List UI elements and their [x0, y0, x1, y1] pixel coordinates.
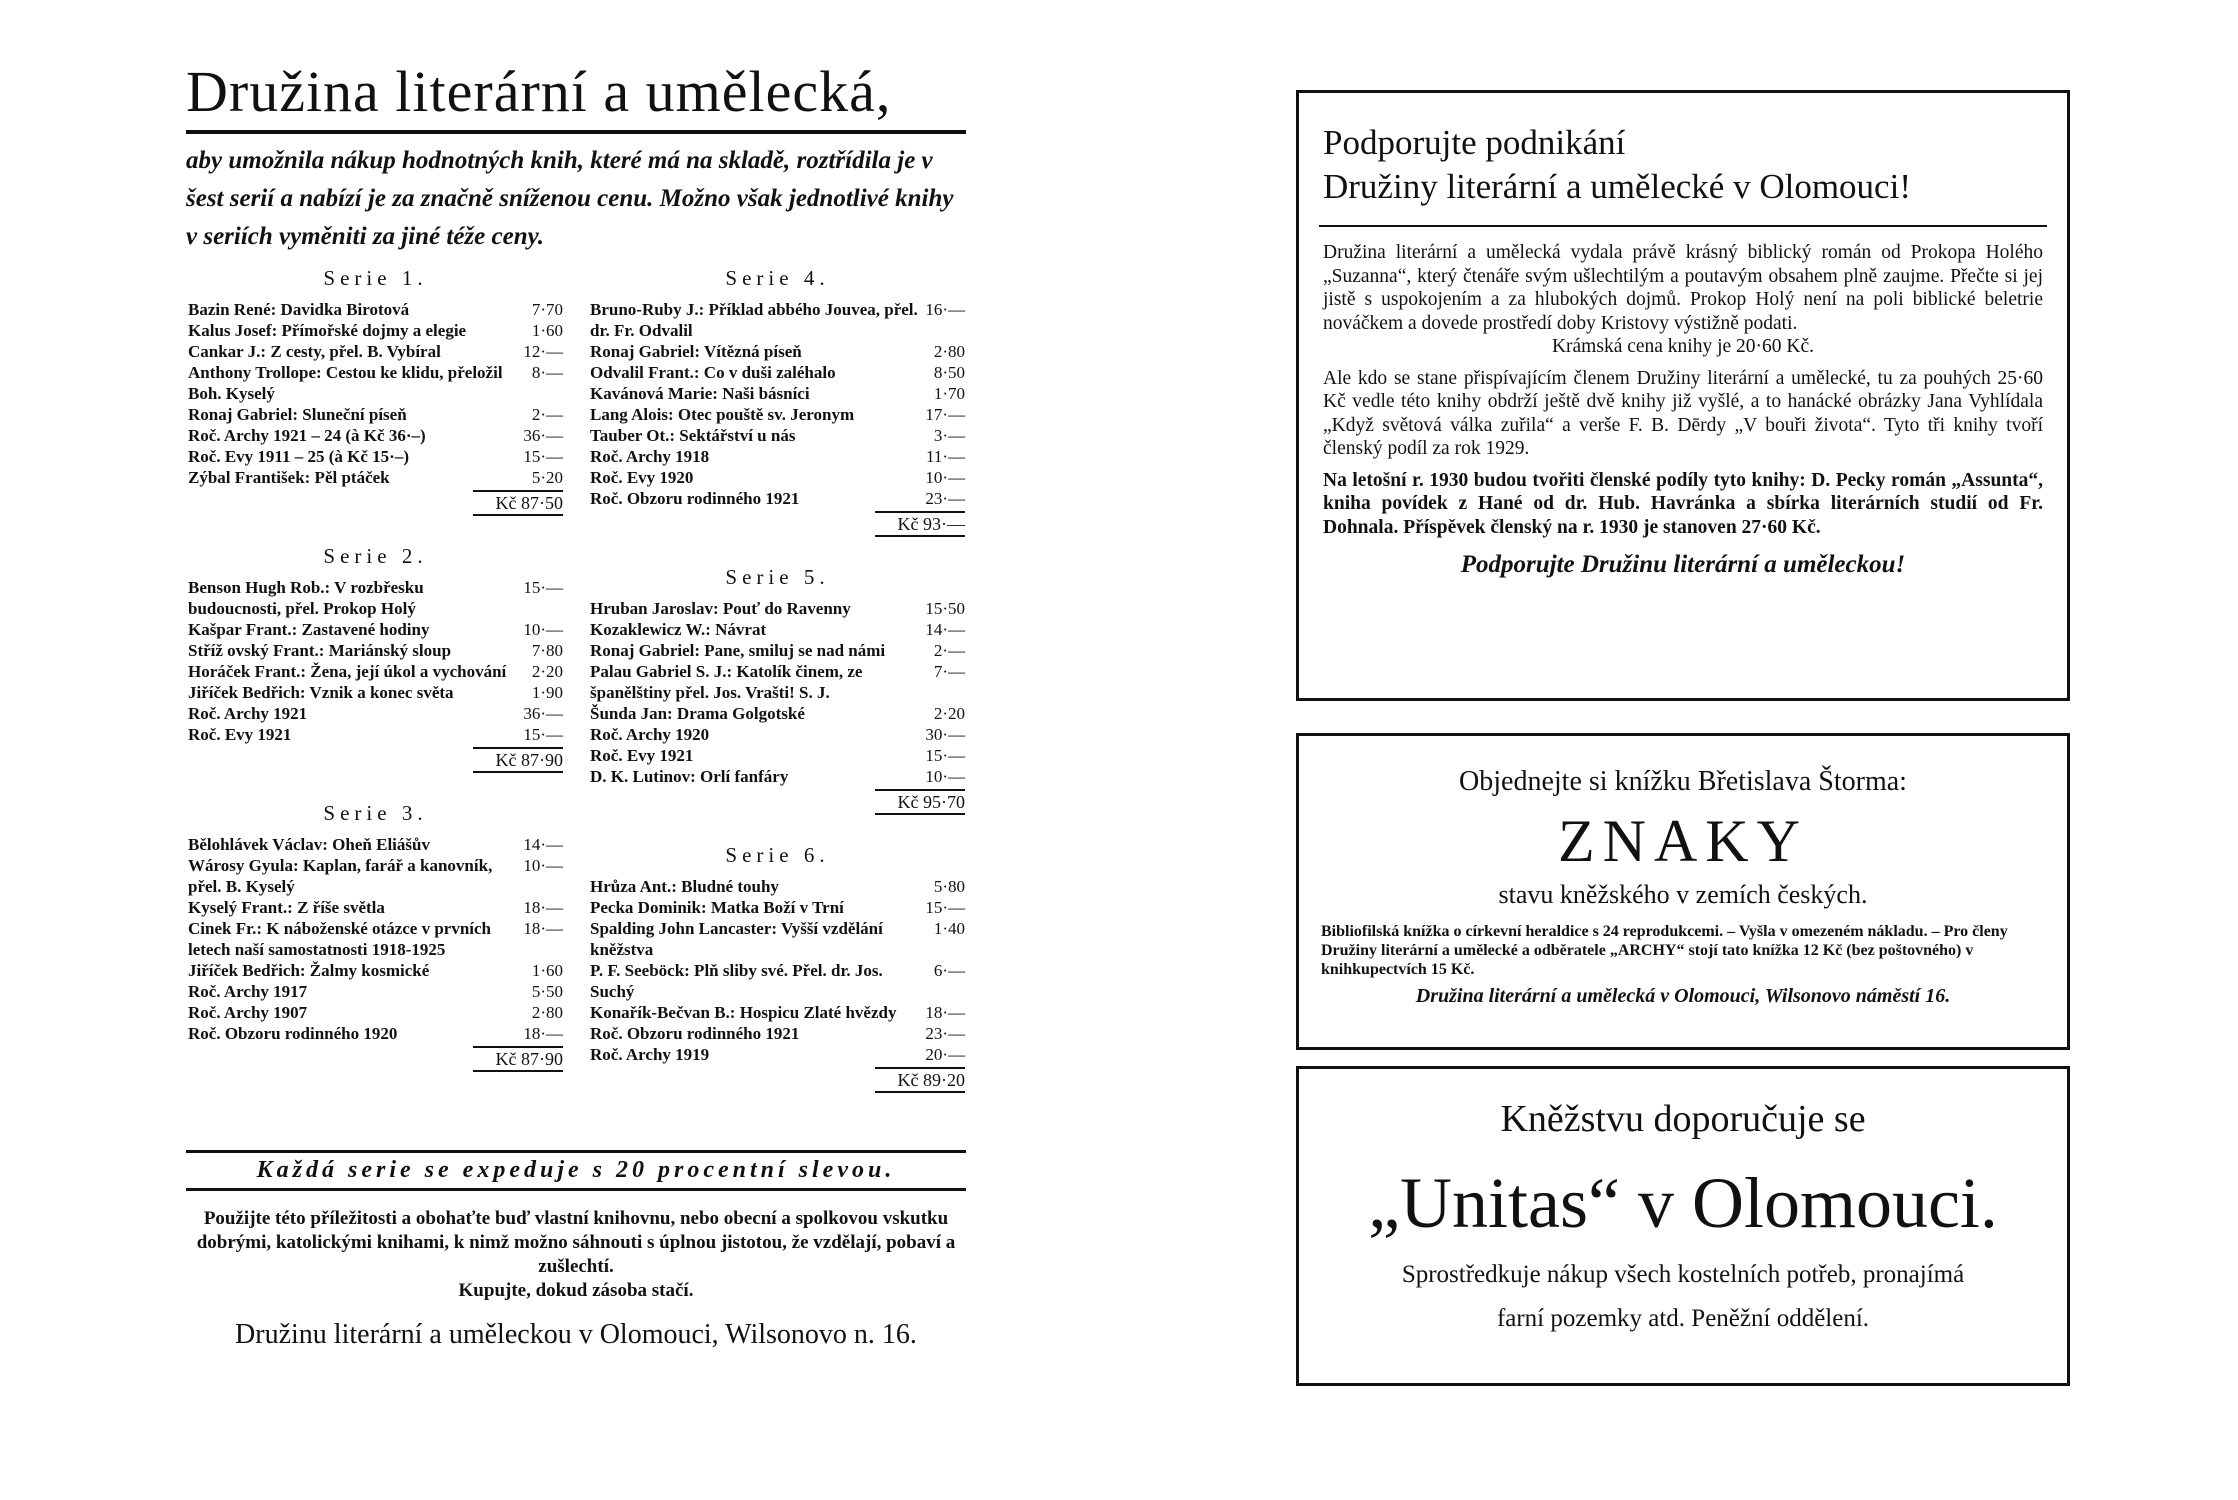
book-row	[590, 425, 965, 446]
book-price: 5·80	[933, 877, 965, 896]
book-title: Kyselý Frant.: Z říše světla	[188, 898, 385, 917]
book-price: 15·—	[523, 578, 563, 597]
book-title: Odvalil Frant.: Co v duši zaléhalo	[590, 363, 836, 382]
book-title: Hruban Jaroslav: Pouť do Ravenny	[590, 599, 851, 618]
book-title: Roč. Archy 1918	[590, 447, 710, 466]
unitas-body	[1299, 1253, 2067, 1341]
book-price: 2·80	[531, 1003, 563, 1022]
book-title: Šunda Jan: Drama Golgotské	[590, 704, 805, 723]
book-title: Stříž ovský Frant.: Mariánský sloup	[188, 641, 452, 660]
book-title: Roč. Evy 1920	[590, 468, 694, 487]
book-price: 15·—	[523, 725, 563, 744]
book-price: 1·40	[933, 919, 965, 938]
left-footer: Družinu literární a uměleckou v Olomouci, Wilsonovo n. 16.	[235, 1319, 917, 1350]
book-row	[590, 341, 965, 362]
series-column-left	[188, 264, 563, 1072]
book-price: 7·—	[933, 662, 965, 681]
book-price: 36·—	[523, 426, 563, 445]
book-price: 15·—	[925, 746, 965, 765]
series-total: Kč 87·90	[473, 1046, 563, 1072]
book-title: Roč. Obzoru rodinného 1921	[590, 1024, 800, 1043]
book-title: Kozaklewicz W.: Návrat	[590, 620, 767, 639]
book-price: 15·50	[925, 599, 965, 618]
support-call: Podporujte Družinu literární a uměleckou!	[1460, 551, 1906, 578]
unitas-line1: Sprostředkuje nákup všech kostelních potřeb, pronajímá	[1401, 1261, 1965, 1288]
book-title: Roč. Archy 1917	[188, 982, 308, 1001]
book-price: 14·—	[523, 835, 563, 854]
series-heading: Serie 1.	[323, 266, 428, 290]
book-row	[590, 598, 965, 619]
book-title: Palau Gabriel S. J.: Katolík činem, ze španělštiny přel. Jos. Vrašti! S. J.	[590, 662, 863, 702]
support-heading-line2: Družiny literární a umělecké v Olomouci!	[1323, 167, 1911, 206]
book-price: 2·20	[531, 662, 563, 681]
book-row	[590, 724, 965, 745]
book-price: 14·—	[925, 620, 965, 639]
series-heading: Serie 5.	[725, 565, 830, 589]
series-heading: Serie 6.	[725, 843, 830, 867]
book-row	[590, 362, 965, 383]
book-price: 15·—	[925, 898, 965, 917]
book-title: Bruno-Ruby J.: Příklad abbého Jouvea, přel. dr. Fr. Odvalil	[590, 300, 918, 340]
book-price: 1·90	[531, 683, 563, 702]
book-price: 2·80	[933, 342, 965, 361]
znaky-title: ZNAKY	[1558, 808, 1808, 874]
support-para3: Na letošní r. 1930 budou tvořiti členské podíly tyto knihy: D. Pecky román „Assunta“, kniha povídek z Hané od dr. Hub. Havránka a sbírka literárních studií od Fr. Dohnala. Příspěvek členský na r. 1930 je stanoven 27·60 Kč.	[1323, 469, 2043, 538]
book-title: Benson Hugh Rob.: V rozbřesku budoucnosti, přel. Prokop Holý	[188, 578, 424, 618]
book-row	[590, 1044, 965, 1065]
book-title: Anthony Trollope: Cestou ke klidu, přeložil Boh. Kyselý	[188, 363, 503, 403]
book-price: 8·50	[933, 363, 965, 382]
left-title: Družina literární a umělecká,	[186, 60, 966, 134]
book-title: Roč. Archy 1921 – 24 (à Kč 36·–)	[188, 426, 426, 445]
book-title: Tauber Ot.: Sektářství u nás	[590, 426, 796, 445]
book-price: 8·—	[531, 363, 563, 382]
book-title: Roč. Archy 1921	[188, 704, 308, 723]
book-price: 30·—	[925, 725, 965, 744]
book-row	[590, 960, 965, 1002]
left-paragraph: Použijte této příležitosti a obohaťte buď vlastní knihovnu, nebo obecní a spolkovou vskutku dobrými, katolickými knihami, k nimž možno sáhnouti s úplnou jistotou, že vzdělají, pobaví a zušlechtí.	[196, 1208, 956, 1277]
book-title: Roč. Archy 1907	[188, 1003, 308, 1022]
book-title: Roč. Archy 1920	[590, 725, 710, 744]
book-row	[188, 682, 563, 703]
znaky-fine-print: Bibliofilská knížka o církevní heraldice s 24 reprodukcemi. – Vyšla v omezeném nákladu. – Pro členy Družiny literární a umělecké a odběratele „ARCHY“ stojí tato knížka 12 Kč (bez poštovného) v knihkupectvích 15 Kč.	[1321, 923, 2008, 978]
book-price: 18·—	[523, 919, 563, 938]
book-title: Ronaj Gabriel: Pane, smiluj se nad námi	[590, 641, 886, 660]
book-price: 10·—	[925, 767, 965, 786]
support-price: Krámská cena knihy je 20·60 Kč.	[1551, 336, 1815, 357]
book-row	[188, 834, 563, 855]
book-row	[188, 299, 563, 320]
book-title: Zýbal František: Pěl ptáček	[188, 468, 390, 487]
book-title: Pecka Dominik: Matka Boží v Trní	[590, 898, 844, 917]
book-title: Kašpar Frant.: Zastavené hodiny	[188, 620, 430, 639]
unitas-title: „Unitas“ v Olomouci.	[1368, 1163, 1998, 1243]
left-page	[186, 60, 966, 1390]
book-price: 12·—	[523, 342, 563, 361]
book-row	[188, 425, 563, 446]
book-title: Bělohlávek Václav: Oheň Eliášův	[188, 835, 430, 854]
book-title: Roč. Evy 1921	[590, 746, 694, 765]
book-title: Jiříček Bedřich: Žalmy kosmické	[188, 961, 430, 980]
book-title: Roč. Evy 1921	[188, 725, 292, 744]
book-title: Ronaj Gabriel: Vítězná píseň	[590, 342, 802, 361]
book-row	[188, 981, 563, 1002]
book-row	[590, 619, 965, 640]
book-price: 7·70	[531, 300, 563, 319]
book-title: Lang Alois: Otec pouště sv. Jeronym	[590, 405, 855, 424]
book-row	[188, 640, 563, 661]
book-row	[188, 467, 563, 488]
support-body	[1299, 227, 2067, 577]
book-price: 5·20	[531, 468, 563, 487]
book-price: 18·—	[523, 898, 563, 917]
book-title: D. K. Lutinov: Orlí fanfáry	[590, 767, 789, 786]
book-row	[590, 640, 965, 661]
book-price: 20·—	[925, 1045, 965, 1064]
book-title: Cankar J.: Z cesty, přel. B. Vybíral	[188, 342, 441, 361]
book-price: 18·—	[523, 1024, 563, 1043]
book-price: 7·80	[531, 641, 563, 660]
book-row	[590, 404, 965, 425]
book-title: P. F. Seeböck: Plň sliby své. Přel. dr. Jos. Suchý	[590, 961, 883, 1001]
book-price: 2·—	[531, 405, 563, 424]
book-price: 1·70	[933, 384, 965, 403]
series-heading: Serie 4.	[725, 266, 830, 290]
znaky-signature: Družina literární a umělecká v Olomouci, Wilsonovo náměstí 16.	[1415, 985, 1951, 1007]
book-row	[590, 1023, 965, 1044]
book-price: 2·20	[933, 704, 965, 723]
book-row	[188, 703, 563, 724]
series-heading: Serie 2.	[323, 544, 428, 568]
book-title: Wárosy Gyula: Kaplan, farář a kanovník, přel. B. Kyselý	[188, 856, 493, 896]
book-title: Roč. Obzoru rodinného 1920	[188, 1024, 398, 1043]
book-row	[188, 724, 563, 745]
book-price: 10·—	[523, 856, 563, 875]
book-row	[188, 362, 563, 404]
book-price: 16·—	[925, 300, 965, 319]
book-title: Konařík-Bečvan B.: Hospicu Zlaté hvězdy	[590, 1003, 897, 1022]
book-row	[590, 703, 965, 724]
book-title: Horáček Frant.: Žena, její úkol a vychování	[188, 662, 507, 681]
book-title: Roč. Evy 1911 – 25 (à Kč 15·–)	[188, 447, 409, 466]
book-price: 2·—	[933, 641, 965, 660]
book-row	[590, 383, 965, 404]
book-title: Kalus Josef: Přímořské dojmy a elegie	[188, 321, 467, 340]
unitas-heading: Kněžstvu doporučuje se	[1500, 1098, 1866, 1140]
book-row	[590, 1002, 965, 1023]
book-title: Cinek Fr.: K náboženské otázce v prvních letech naší samostatnosti 1918-1925	[188, 919, 492, 959]
book-title: Hrůza Ant.: Bludné touhy	[590, 877, 779, 896]
book-row	[188, 855, 563, 897]
book-row	[188, 918, 563, 960]
book-row	[188, 1002, 563, 1023]
ad-box-znaky	[1296, 733, 2070, 1050]
book-price: 10·—	[523, 620, 563, 639]
book-price: 36·—	[523, 704, 563, 723]
book-price: 11·—	[925, 447, 965, 466]
book-price: 23·—	[925, 1024, 965, 1043]
unitas-line2: farní pozemky atd. Peněžní oddělení.	[1496, 1305, 1870, 1332]
book-row	[188, 619, 563, 640]
book-price: 1·60	[531, 321, 563, 340]
buy-line: Kupujte, dokud zásoba stačí.	[458, 1280, 694, 1301]
series-total: Kč 87·50	[473, 490, 563, 516]
book-price: 18·—	[925, 1003, 965, 1022]
left-intro: aby umožnila nákup hodnotných knih, které má na skladě, roztřídila je v šest serií a nabízí je za značně sníženou cenu. Možno však jednotlivé knihy v seriích vyměniti za jiné téže ceny.	[186, 147, 954, 250]
book-title: Kavánová Marie: Naši básníci	[590, 384, 810, 403]
book-row	[188, 897, 563, 918]
book-price: 17·—	[925, 405, 965, 424]
book-title: Roč. Archy 1919	[590, 1045, 710, 1064]
book-row	[188, 446, 563, 467]
book-row	[188, 1023, 563, 1044]
book-price: 5·50	[531, 982, 563, 1001]
book-row	[188, 960, 563, 981]
book-price: 10·—	[925, 468, 965, 487]
book-title: Bazin René: Davidka Birotová	[188, 300, 410, 319]
book-row	[590, 488, 965, 509]
series-heading: Serie 3.	[323, 801, 428, 825]
book-row	[188, 404, 563, 425]
book-row	[188, 661, 563, 682]
ad-box-support	[1296, 90, 2070, 701]
support-para1: Družina literární a umělecká vydala právě krásný biblický román od Prokopa Holého „Suzanna“, který čtenáře svým ušlechtilým a poutavým obsahem plně zaujme. Přečte si jej jistě s uspokojením a za hlubokých dojmů. Prokop Holý není na poli biblické beletrie nováčkem a dovede prostředí doby Kristovy výstižně podati.	[1323, 242, 2043, 334]
znaky-heading: Objednejte si knížku Břetislava Štorma:	[1459, 766, 1907, 797]
book-row	[188, 320, 563, 341]
book-title: Spalding John Lancaster: Vyšší vzdělání kněžstva	[590, 919, 883, 959]
book-title: Jiříček Bedřich: Vznik a konec světa	[188, 683, 454, 702]
book-price: 3·—	[933, 426, 965, 445]
book-row	[188, 577, 563, 619]
series-column-right	[590, 264, 965, 1093]
series-total: Kč 95·70	[875, 789, 965, 815]
book-price: 1·60	[531, 961, 563, 980]
book-row	[590, 467, 965, 488]
series-total: Kč 93·—	[875, 511, 965, 537]
book-row	[590, 446, 965, 467]
support-heading-line1: Podporujte podnikání	[1323, 123, 1626, 162]
book-row	[590, 661, 965, 703]
book-row	[590, 876, 965, 897]
book-price: 23·—	[925, 489, 965, 508]
series-columns	[186, 264, 966, 1144]
book-title: Roč. Obzoru rodinného 1921	[590, 489, 800, 508]
discount-slogan: Každá serie se expeduje s 20 procentní slevou.	[186, 1150, 966, 1191]
znaky-subtitle: stavu kněžského v zemích českých.	[1498, 880, 1868, 909]
series-total: Kč 87·90	[473, 747, 563, 773]
ad-box-unitas	[1296, 1066, 2070, 1386]
book-price: 15·—	[523, 447, 563, 466]
book-row	[590, 299, 965, 341]
book-row	[590, 918, 965, 960]
book-row	[590, 897, 965, 918]
book-title: Ronaj Gabriel: Sluneční píseň	[188, 405, 407, 424]
support-para2: Ale kdo se stane přispívajícím členem Družiny literární a umělecké, tu za pouhých 25·60 Kč vedle této knihy obdrží ještě dvě knihy již vyšlé, a to hanácké obrázky Jana Vyhlídala „Když světová válka zuřila“ a verše F. B. Dērdy „V bouři života“. Tyto tři knihy tvoří členský podíl za rok 1929.	[1323, 367, 2043, 459]
support-heading	[1299, 93, 2067, 209]
book-row	[188, 341, 563, 362]
book-row	[590, 745, 965, 766]
book-price: 6·—	[933, 961, 965, 980]
series-total: Kč 89·20	[875, 1067, 965, 1093]
book-row	[590, 766, 965, 787]
